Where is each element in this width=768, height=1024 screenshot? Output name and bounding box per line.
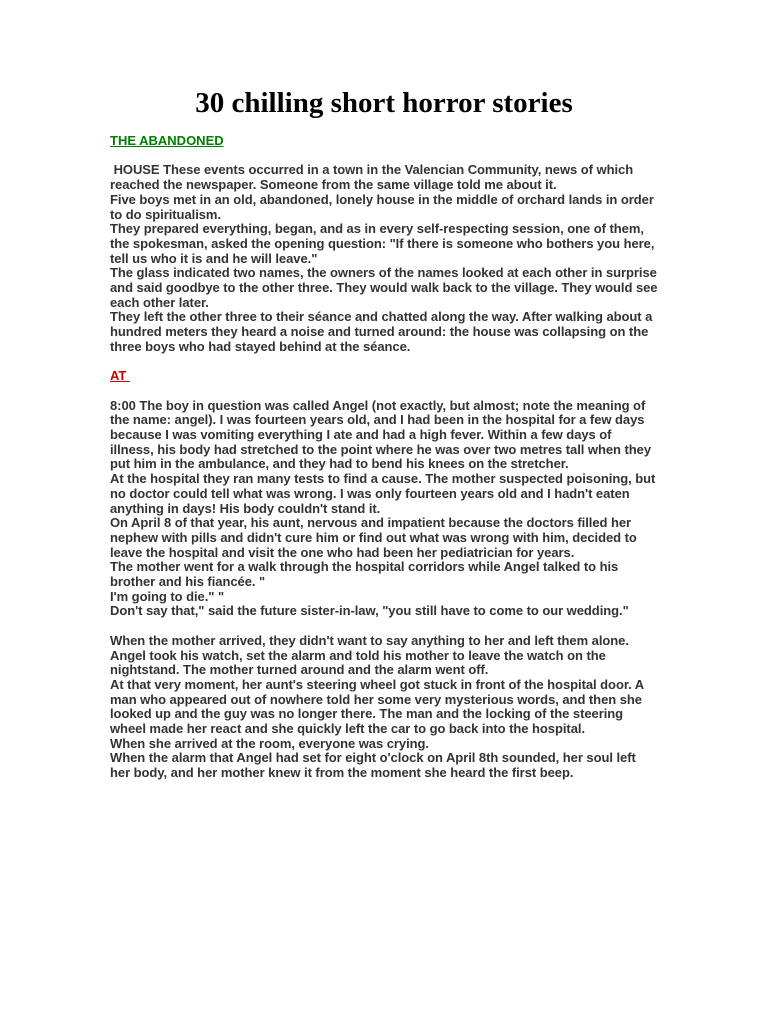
- paragraph: When the alarm that Angel had set for eight o'clock on April 8th sounded, her soul left her body, and her mother knew it from the moment she heard the first beep.: [110, 750, 640, 781]
- spacer: [110, 384, 658, 399]
- section-heading: AT: [110, 368, 130, 384]
- paragraph: I'm going to die." ": [110, 588, 225, 604]
- paragraph: The glass indicated two names, the owners of the names looked at each other in surprise and said goodbye to the other three. They would walk back to the village. They would see each other later.: [110, 265, 662, 310]
- paragraph: They left the other three to their séance and chatted along the way. After walking about a hundred meters they heard a noise and turned around: the house was collapsing on the three boys who had stayed behind at the séance.: [110, 309, 656, 354]
- document-page: [110, 86, 662, 781]
- paragraph: At the hospital they ran many tests to find a cause. The mother suspected poisoning, but no doctor could tell what was wrong. I was only fourteen years old and I hadn't eaten anything in days! His body couldn't stand it.: [110, 471, 659, 516]
- section-abandoned: [110, 133, 662, 355]
- paragraph: When she arrived at the room, everyone was crying.: [110, 735, 429, 751]
- paragraph: The mother went for a walk through the hospital corridors while Angel talked to his brother and his fiancée. ": [110, 559, 622, 590]
- spacer: [110, 355, 658, 370]
- paragraph: At that very moment, her aunt's steering wheel got stuck in front of the hospital door. A man who appeared out of nowhere told her some very mysterious words, and then she looked up and the guy was no longer there. The man and the locking of the steering wheel made her react and she quickly left the car to go back into the hospital.: [110, 676, 648, 737]
- page-title: 30 chilling short horror stories: [195, 87, 573, 119]
- paragraph: They prepared everything, began, and as in every self-respecting session, one of them, the spokesman, asked the opening question: "If there is someone who bothers you here, tell us who it is and he will leave.": [110, 221, 658, 266]
- section-at: [110, 369, 658, 781]
- paragraph: HOUSE These events occurred in a town in the Valencian Community, news of which reached the newspaper. Someone from the same village told me about it.: [110, 162, 637, 193]
- paragraph: On April 8 of that year, his aunt, nervous and impatient because the doctors filled her nephew with pills and didn't cure him or find out what was wrong with him, decided to leave the hospital and visit the one who had been her pediatrician for years.: [110, 515, 641, 560]
- paragraph: Don't say that," said the future sister-in-law, "you still have to come to our wedding.": [110, 603, 629, 619]
- paragraph: 8:00 The boy in question was called Angel (not exactly, but almost; note the meaning of the name: angel). I was fourteen years old, and I had been in the hospital for a few days because I was vomiting everything I ate and had a high fever. Within a few days of illness, his body had stretched to the point where he was over two metres tall when they put him in the ambulance, and they had to bend his knees on the stretcher.: [110, 397, 655, 472]
- spacer: [110, 149, 658, 164]
- paragraph: When the mother arrived, they didn't want to say anything to her and left them alone. Angel took his watch, set the alarm and told his mother to leave the watch on the nightstand. The mother turned around and the alarm went off.: [110, 632, 632, 678]
- section-heading: THE ABANDONED: [110, 133, 224, 148]
- blank-line: [110, 619, 658, 634]
- paragraph: Five boys met in an old, abandoned, lonely house in the middle of orchard lands in order to do spiritualism.: [110, 191, 658, 222]
